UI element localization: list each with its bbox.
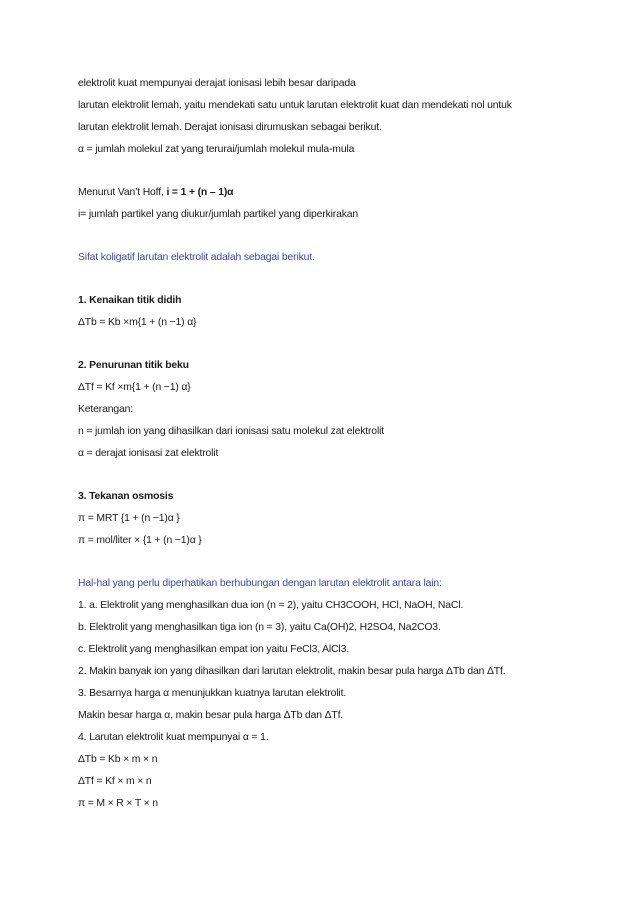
sifat-koligatif-heading: Sifat koligatif larutan elektrolit adalah sebagai berikut. <box>78 252 315 263</box>
vant-hoff-formula: i = 1 + (n – 1)α <box>166 187 234 198</box>
i-definition: i= jumlah partikel yang diukur/jumlah partikel yang diperkirakan <box>78 209 359 220</box>
section-1-title: 1. Kenaikan titik didih <box>78 295 182 306</box>
intro-line-1: elektrolit kuat mempunyai derajat ionisasi lebih besar daripada <box>78 78 356 89</box>
hal-hal-heading: Hal-hal yang perlu diperhatikan berhubungan dengan larutan elektrolit antara lain: <box>78 578 442 589</box>
section-1-formula: ΔTb = Kb ×m{1 + (n −1) α} <box>78 317 197 328</box>
intro-line-3: larutan elektrolit lemah. Derajat ionisasi dirumuskan sebagai berikut. <box>78 122 382 133</box>
section-2-formula: ΔTf = Kf ×m{1 + (n −1) α} <box>78 382 191 393</box>
intro-line-2: larutan elektrolit lemah, yaitu mendekati satu untuk larutan elektrolit kuat dan mendekati nol untuk <box>78 100 512 111</box>
note-line: 1. a. Elektrolit yang menghasilkan dua ion (n = 2), yaitu CH3COOH, HCl, NaOH, NaCl. <box>78 600 464 611</box>
n-definition: n = jumlah ion yang dihasilkan dari ionisasi satu molekul zat elektrolit <box>78 426 384 437</box>
note-line: ΔTb = Kb × m × n <box>78 754 158 765</box>
alpha-definition: α = derajat ionisasi zat elektrolit <box>78 448 219 459</box>
keterangan-label: Keterangan: <box>78 404 133 415</box>
section-3-title: 3. Tekanan osmosis <box>78 491 174 502</box>
section-2-title: 2. Penurunan titik beku <box>78 360 189 371</box>
note-line: ΔTf = Kf × m × n <box>78 776 152 787</box>
note-line: b. Elektrolit yang menghasilkan tiga ion (n = 3), yaitu Ca(OH)2, H2SO4, Na2CO3. <box>78 622 441 633</box>
section-3-formula-2: π = mol/liter × {1 + (n −1)α } <box>78 535 202 546</box>
vant-hoff-prefix: Menurut Van’t Hoff, <box>78 187 167 198</box>
vant-hoff-line <box>78 186 233 200</box>
note-line: Makin besar harga α, makin besar pula harga ΔTb dan ΔTf. <box>78 710 344 721</box>
section-3-formula-1: π = MRT {1 + (n −1)α } <box>78 513 180 524</box>
note-line: c. Elektrolit yang menghasilkan empat ion yaitu FeCl3, AlCl3. <box>78 644 349 655</box>
note-line: 2. Makin banyak ion yang dihasilkan dari larutan elektrolit, makin besar pula harga ΔTb dan ΔTf. <box>78 666 506 677</box>
note-line: 3. Besarnya harga α menunjukkan kuatnya larutan elektrolit. <box>78 688 347 699</box>
alpha-formula: α = jumlah molekul zat yang terurai/jumlah molekul mula-mula <box>78 144 355 155</box>
note-line: π = M × R × T × n <box>78 798 158 809</box>
note-line: 4. Larutan elektrolit kuat mempunyai α = 1. <box>78 732 269 743</box>
